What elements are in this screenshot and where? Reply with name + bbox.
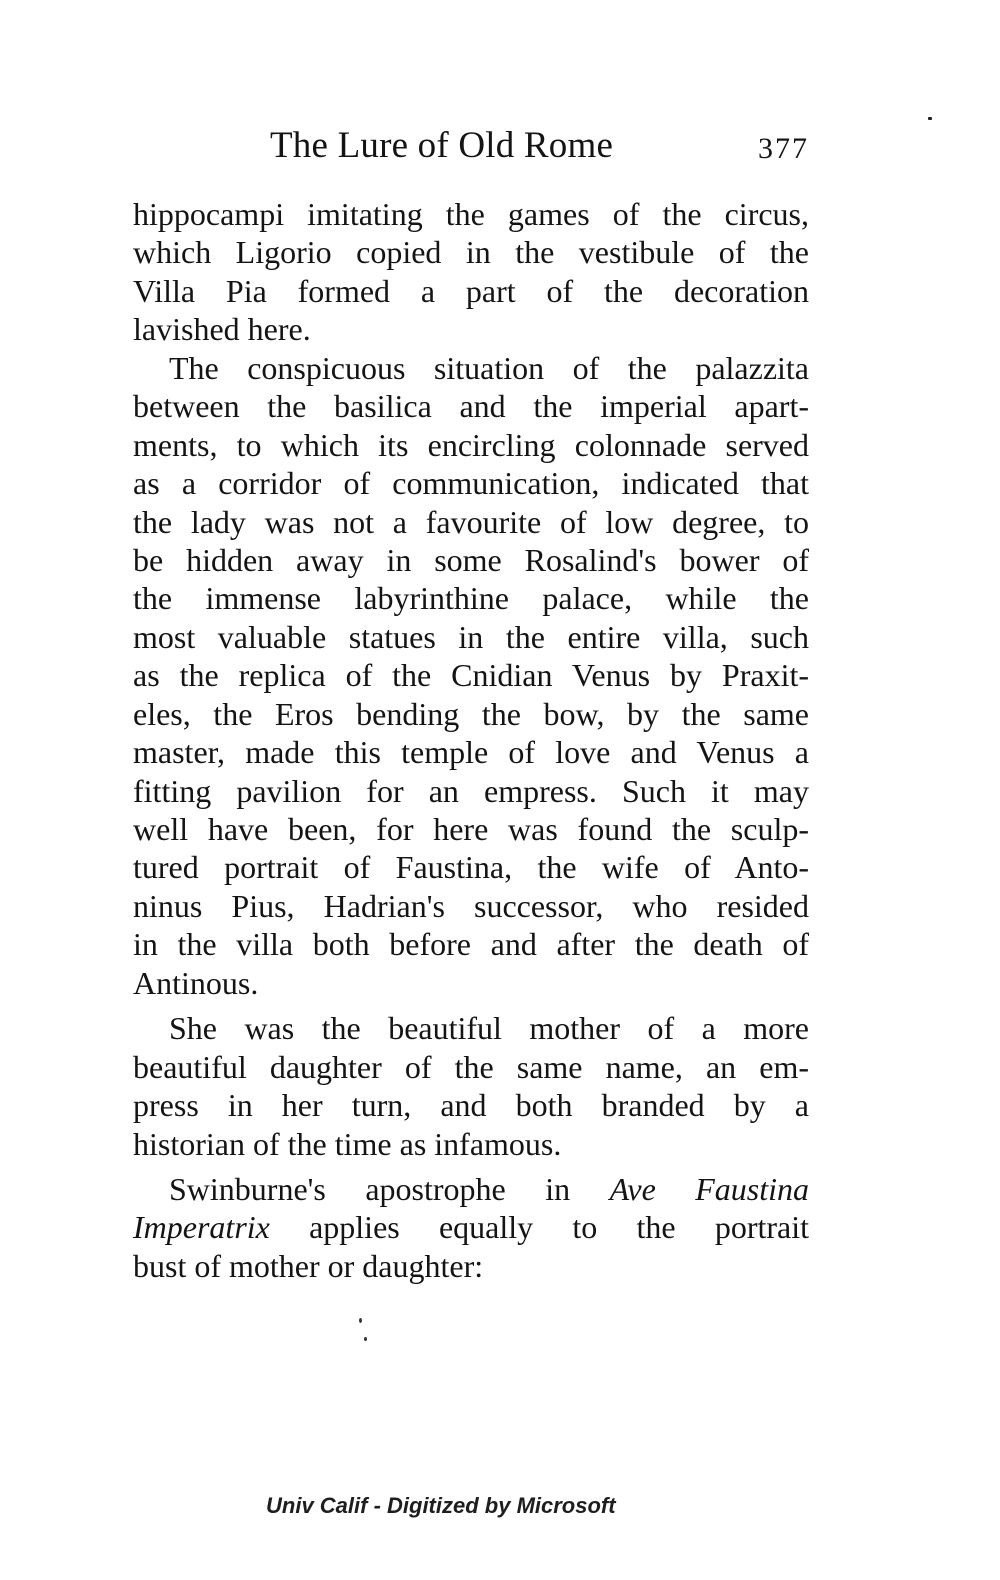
- text-line: eles, the Eros bending the bow, by the same: [133, 695, 809, 732]
- text-line: lavished here.: [133, 311, 311, 348]
- scan-speck: [928, 117, 932, 120]
- text-line: well have been, for here was found the sculp-: [133, 811, 809, 847]
- text-line: which Ligorio copied in the vestibule of the: [133, 234, 809, 271]
- text-line: as the replica of the Cnidian Venus by Praxit-: [133, 657, 809, 694]
- text-line: ments, to which its encircling colonnade served: [133, 426, 809, 463]
- text-line: ninus Pius, Hadrian's successor, who resided: [133, 887, 809, 924]
- text-line: in the villa both before and after the death of: [133, 926, 809, 963]
- text-line: press in her turn, and both branded by a: [133, 1087, 809, 1124]
- italic-title: Imperatrix: [133, 1209, 270, 1246]
- running-head-title: The Lure of Old Rome: [270, 125, 614, 166]
- text-line: most valuable statues in the entire villa, such: [133, 618, 809, 655]
- italic-title: Ave Faustina: [609, 1170, 810, 1207]
- text-line: historian of the time as infamous.: [133, 1125, 562, 1162]
- text-line: The conspicuous situation of the palazzita: [169, 349, 809, 386]
- text-line: the lady was not a favourite of low degree, to: [133, 503, 809, 540]
- text-line: She was the beautiful mother of a more: [169, 1010, 809, 1047]
- scan-speck: [356, 1318, 372, 1348]
- text-line: hippocampi imitating the games of the circus,: [133, 196, 809, 232]
- text-line: master, made this temple of love and Venus a: [133, 734, 809, 771]
- text-line: Villa Pia formed a part of the decoration: [133, 272, 809, 309]
- page-number: 377: [758, 132, 809, 165]
- text-line: Swinburne's apostrophe in Ave Faustina: [169, 1170, 810, 1207]
- text-line: bust of mother or daughter:: [133, 1247, 484, 1284]
- text-line: between the basilica and the imperial apart-: [133, 388, 809, 425]
- text-line: tured portrait of Faustina, the wife of Anto-: [133, 849, 809, 886]
- text-line: beautiful daughter of the same name, an em-: [133, 1048, 809, 1085]
- text-line: Imperatrix applies equally to the portrait: [133, 1209, 809, 1246]
- text-line: Antinous.: [133, 964, 259, 1001]
- text-line: fitting pavilion for an empress. Such it may: [133, 772, 809, 809]
- text-line: the immense labyrinthine palace, while the: [133, 580, 809, 617]
- text-line: be hidden away in some Rosalind's bower of: [133, 541, 809, 578]
- text-line: as a corridor of communication, indicated that: [133, 465, 809, 502]
- digitization-credit: Univ Calif - Digitized by Microsoft: [266, 1493, 616, 1518]
- body-text: [133, 195, 809, 1285]
